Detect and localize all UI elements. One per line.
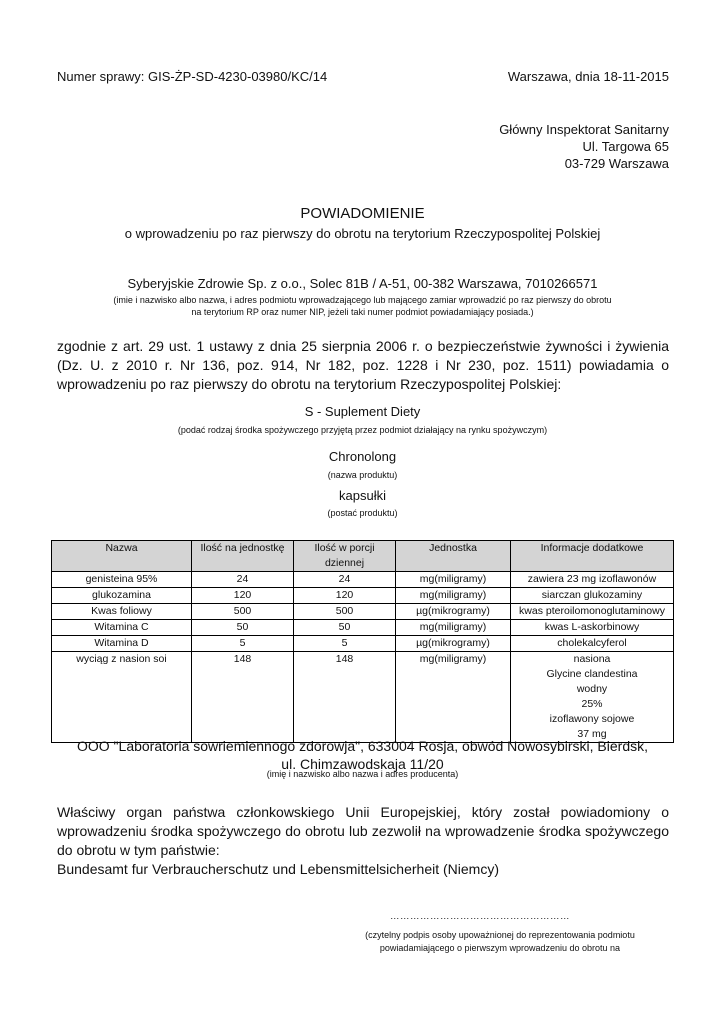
column-header-name: Nazwa	[52, 541, 192, 572]
table-header-row	[52, 541, 674, 572]
column-header-daily-amount: Ilość w porcji dziennej	[294, 541, 396, 572]
cell-amount-per-unit: 5	[192, 636, 294, 652]
hint-line: powiadamiającego o pierwszym wprowadzeniu do obrotu na	[379, 943, 621, 953]
cell-additional-info: siarczan glukozaminy	[511, 588, 674, 604]
cell-name: wyciąg z nasion soi	[52, 652, 192, 743]
cell-name: Kwas foliowy	[52, 604, 192, 620]
info-line: wodny	[576, 683, 608, 695]
product-name-hint: (nazwa produktu)	[327, 470, 398, 480]
info-line: 25%	[581, 698, 603, 710]
cell-unit: µg(mikrogramy)	[396, 604, 511, 620]
table-row	[52, 636, 674, 652]
cell-unit: µg(mikrogramy)	[396, 636, 511, 652]
addressee-line: 03-729 Warszawa	[564, 156, 669, 171]
addressee-line: Ul. Targowa 65	[582, 139, 669, 154]
table-row	[52, 620, 674, 636]
cell-amount-per-unit: 50	[192, 620, 294, 636]
column-header-amount-per-unit: Ilość na jednostkę	[192, 541, 294, 572]
hint-line: na terytorium RP oraz numer NIP, jeżeli taki numer podmiot powiadamiający posiada.)	[191, 307, 534, 317]
table-row	[52, 652, 674, 743]
addressee-line: Główny Inspektorat Sanitarny	[499, 122, 669, 137]
cell-amount-per-unit: 24	[192, 572, 294, 588]
cell-amount-per-unit: 148	[192, 652, 294, 743]
signature-hint	[340, 929, 660, 955]
cell-additional-info: zawiera 23 mg izoflawonów	[511, 572, 674, 588]
cell-daily-amount: 120	[294, 588, 396, 604]
document-subtitle: o wprowadzeniu po raz pierwszy do obrotu na terytorium Rzeczypospolitej Polskiej	[124, 226, 601, 241]
table-row	[52, 604, 674, 620]
cell-daily-amount: 5	[294, 636, 396, 652]
product-name: Chronolong	[328, 449, 397, 464]
column-header-additional-info: Informacje dodatkowe	[511, 541, 674, 572]
legal-basis-paragraph: zgodnie z art. 29 ust. 1 ustawy z dnia 25 sierpnia 2006 r. o bezpieczeństwie żywności i żywienia (Dz. U. z 2010 r. Nr 136, poz. 914, Nr 182, poz. 1228 i Nr 230, poz. 1511) powiadamia o wprowadzeniu po raz pierwszy do obrotu na terytorium Rzeczypospolitej Polskiej:	[57, 338, 669, 392]
cell-unit: mg(miligramy)	[396, 572, 511, 588]
hint-line: (czytelny podpis osoby upoważnionej do reprezentowania podmiotu	[365, 930, 635, 940]
document-title: POWIADOMIENIE	[300, 205, 425, 222]
cell-additional-info	[511, 652, 674, 743]
info-line: 37 mg	[577, 728, 607, 740]
case-number: Numer sprawy: GIS-ŻP-SD-4230-03980/KC/14	[57, 69, 328, 84]
cell-name: Witamina D	[52, 636, 192, 652]
cell-name: glukozamina	[52, 588, 192, 604]
cell-amount-per-unit: 120	[192, 588, 294, 604]
cell-name: Witamina C	[52, 620, 192, 636]
cell-additional-info: cholekalcyferol	[511, 636, 674, 652]
cell-additional-info: kwas L-askorbinowy	[511, 620, 674, 636]
signature-line: ………………………………………………	[390, 911, 570, 922]
cell-daily-amount: 50	[294, 620, 396, 636]
cell-unit: mg(miligramy)	[396, 620, 511, 636]
product-form-hint: (postać produktu)	[327, 508, 398, 518]
info-line: Glycine clandestina	[546, 668, 638, 680]
cell-additional-info: kwas pteroilomonoglutaminowy	[511, 604, 674, 620]
column-header-unit: Jednostka	[396, 541, 511, 572]
info-line: izoflawony sojowe	[549, 713, 635, 725]
product-category: S - Suplement Diety	[304, 404, 421, 419]
authority-paragraph: Właściwy organ państwa członkowskiego Unii Europejskiej, który został powiadomiony o wprowadzeniu środka spożywczego do obrotu lub zezwolił na wprowadzenie środka spożywczego do obrotu w tym państwie:	[57, 804, 669, 858]
cell-daily-amount: 500	[294, 604, 396, 620]
product-form: kapsułki	[339, 488, 386, 503]
cell-daily-amount: 148	[294, 652, 396, 743]
cell-unit: mg(miligramy)	[396, 588, 511, 604]
producer: OOO "Laboratoria sowriemiennogo zdorowja", 633004 Rosja, obwód Nowosybirski, Bierdsk, ul. Chimzawodskaja 11/20	[77, 738, 648, 772]
authority-name: Bundesamt fur Verbraucherschutz und Lebensmittelsicherheit (Niemcy)	[57, 861, 499, 877]
product-category-hint: (podać rodzaj środka spożywczego przyjętą przez podmiot działający na rynku spożywczym)	[177, 425, 548, 435]
cell-unit: mg(miligramy)	[396, 652, 511, 743]
table-row	[52, 588, 674, 604]
notifying-entity: Syberyjskie Zdrowie Sp. z o.o., Solec 81B / A-51, 00-382 Warszawa, 7010266571	[127, 276, 598, 291]
table-row	[52, 572, 674, 588]
document-date: Warszawa, dnia 18-11-2015	[507, 69, 669, 84]
producer-hint: (imię i nazwisko albo nazwa i adres producenta)	[266, 769, 459, 779]
cell-amount-per-unit: 500	[192, 604, 294, 620]
cell-daily-amount: 24	[294, 572, 396, 588]
addressee-block	[499, 121, 669, 172]
info-line: nasiona	[573, 653, 611, 665]
cell-name: genisteina 95%	[52, 572, 192, 588]
hint-line: (imie i nazwisko albo nazwa, i adres podmiotu wprowadzającego lub mającego zamiar wprowadzić po raz pierwszy do obrotu	[113, 295, 612, 305]
notifying-entity-hint	[80, 294, 645, 318]
ingredients-table	[51, 540, 674, 743]
